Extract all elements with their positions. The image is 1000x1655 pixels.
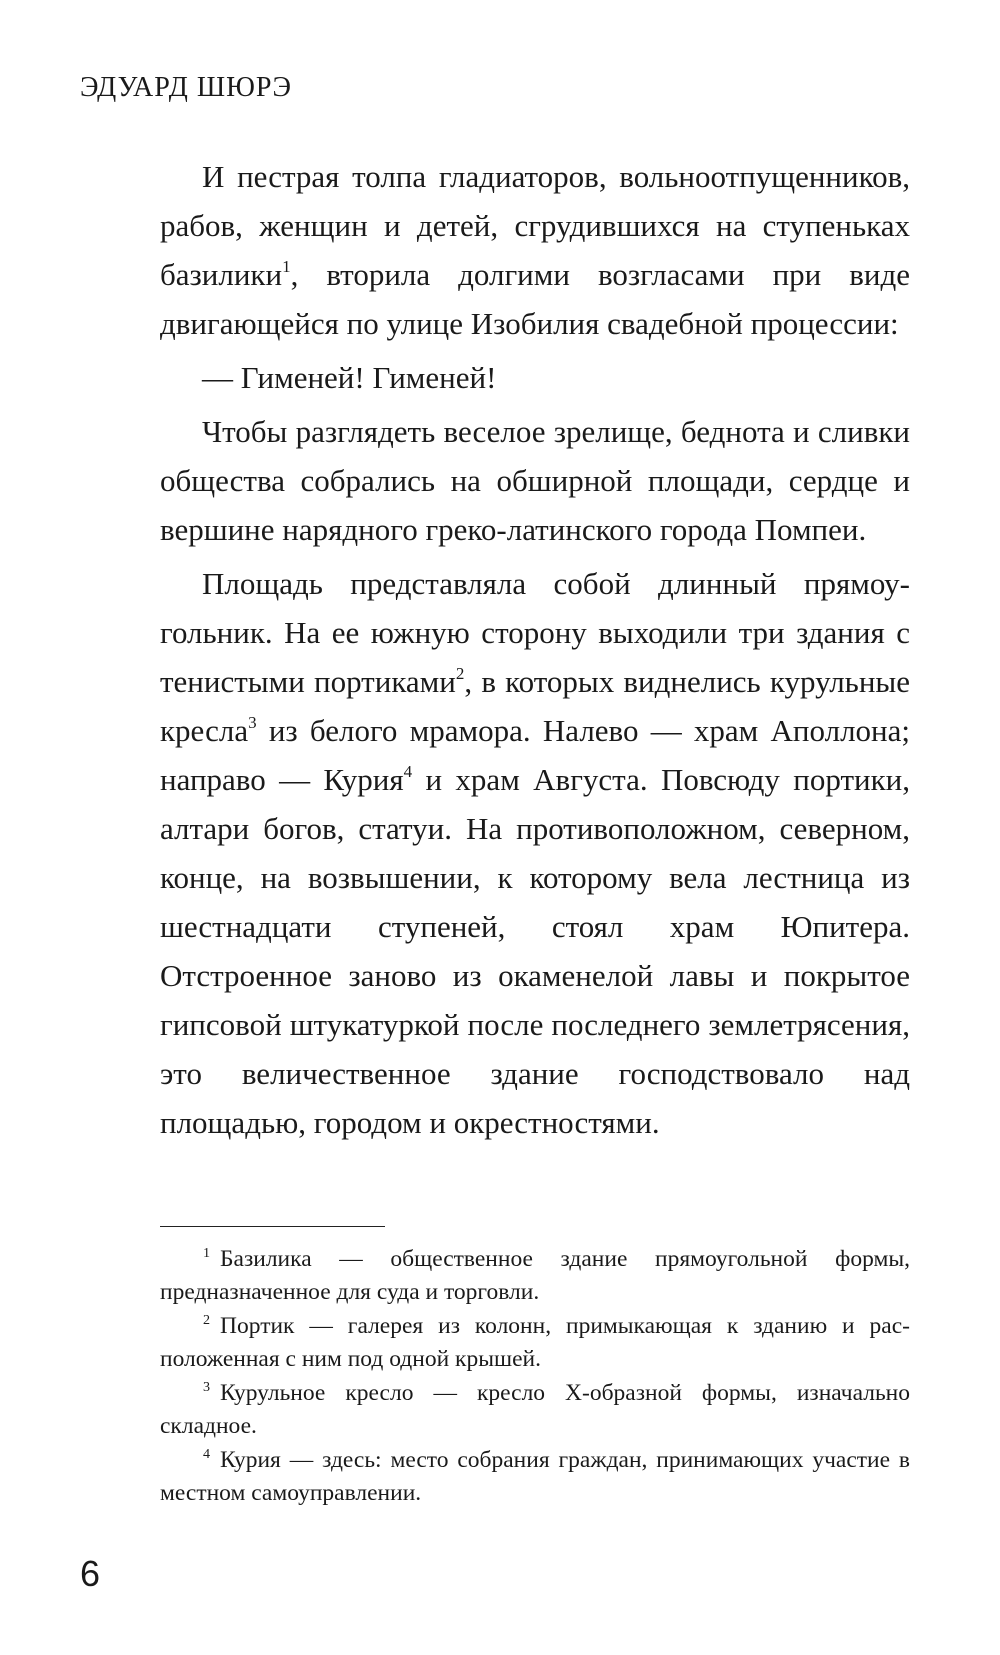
footnote-divider [160,1226,385,1227]
footnote-text: Портик — галерея из колонн, примыкающая к зданию и расположенная с ним под одной крышей. [160,1313,910,1372]
paragraph-1 [160,152,910,348]
paragraph-1-part-b: , вторила долгими возгласами при виде двигающейся по улице Изобилия свадебной процессии: [160,257,910,341]
footnote-text: Курия — здесь: место собрания граждан, принимающих участие в местном самоуправлении. [160,1447,910,1506]
footnote-2 [160,1310,910,1376]
running-header: ЭДУАРД ШЮРЭ [80,72,292,103]
footnote-3 [160,1377,910,1443]
footnote-text: Курульное кресло — кресло Х-образной формы, изначально складное. [160,1380,910,1439]
footnote-number: 2 [203,1311,211,1328]
main-text [160,152,910,1147]
paragraph-1-part-a: И пестрая толпа гладиаторов, вольноотпущенников, рабов, женщин и детей, сгрудившихся на ступеньках базилики [160,159,910,292]
paragraph-4 [160,559,910,1147]
footnote-ref-4: 4 [403,762,413,782]
footnote-number: 3 [203,1378,211,1395]
footnote-text: Базилика — общественное здание прямоугольной формы, предназначенное для суда и торговли. [160,1246,910,1305]
footnote-ref-1: 1 [282,257,291,277]
paragraph-4-part-b: , в которых виднелись курульные кресла [160,664,910,748]
paragraph-4-part-d: и храм Августа. Повсюду портики, алтари богов, статуи. На противоположном, северном, конце, на возвышении, к которому вела лестница из шестнадцати ступеней, стоял храм Юпитера. Отстроенное заново из окаменелой лавы и покрытое гипсовой штукатуркой после последнего землетрясения, это величественное здание господствовало над площадью, городом и окрестностями. [160,762,910,1140]
footnote-number: 4 [203,1445,211,1462]
footnotes [160,1243,910,1511]
footnote-ref-3: 3 [248,713,257,733]
paragraph-2: — Гименей! Гименей! [202,360,497,395]
paragraph-3: Чтобы разглядеть веселое зрелище, беднота и сливки общества собрались на обширной площади, сердце и вершине нарядного греко-латинского города Помпеи. [160,414,910,547]
footnote-ref-2: 2 [455,664,465,684]
paragraph-4-part-c: из белого мрамора. Налево — храм Аполлона; направо — Курия [160,713,910,797]
paragraph-4-part-a: Площадь представляла собой длинный прямоугольник. На ее южную сторону выходили три здания с тенистыми портиками [160,566,910,699]
page-number: 6 [80,1553,101,1594]
footnote-1 [160,1243,910,1309]
footnote-4 [160,1444,910,1510]
footnote-number: 1 [203,1244,211,1261]
